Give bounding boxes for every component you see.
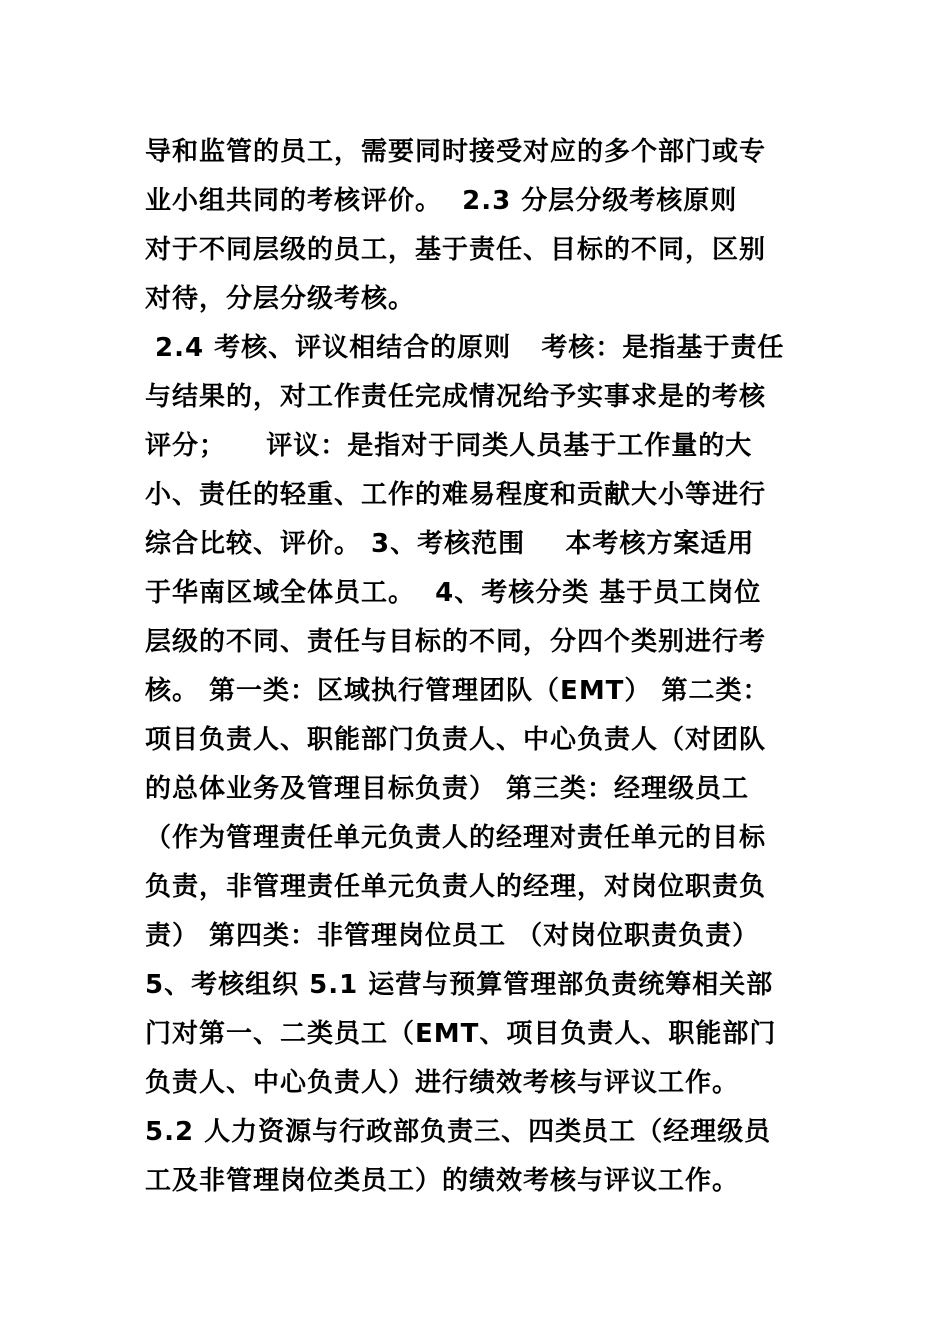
text-line-20: 负责人、中心负责人）进行绩效考核与评议工作。 [145,1068,740,1098]
text-line-16: 负责，非管理责任单元负责人的经理，对岗位职责负 [145,872,767,902]
text-line-22: 工及非管理岗位类员工）的绩效考核与评议工作。 [145,1166,740,1196]
text-line-2: 业小组共同的考核评价。 2.3 分层分级考核原则 [145,186,738,216]
text-line-7: 评分； 评议：是指对于同类人员基于工作量的大 [145,431,753,461]
text-line-1: 导和监管的员工，需要同时接受对应的多个部门或专 [145,137,767,167]
text-line-4: 对待，分层分级考核。 [145,284,416,314]
text-line-21: 5.2 人力资源与行政部负责三、四类员工（经理级员 [145,1117,772,1147]
text-line-13: 项目负责人、职能部门负责人、中心负责人（对团队 [145,725,767,755]
text-line-12: 核。 第一类：区域执行管理团队（EMT） 第二类： [145,676,770,706]
document-body-text [145,128,815,1206]
text-line-8: 小、责任的轻重、工作的难易程度和贡献大小等进行 [145,480,767,510]
text-line-19: 门对第一、二类员工（EMT、项目负责人、职能部门 [145,1019,777,1049]
text-line-17: 责） 第四类：非管理岗位员工 （对岗位职责负责） [145,921,760,951]
text-line-18: 5、考核组织 5.1 运营与预算管理部负责统筹相关部 [145,970,774,1000]
text-line-15: （作为管理责任单元负责人的经理对责任单元的目标 [145,823,767,853]
text-line-10: 于华南区域全体员工。 4、考核分类 基于员工岗位 [145,578,762,608]
text-line-11: 层级的不同、责任与目标的不同，分四个类别进行考 [145,627,767,657]
text-line-9: 综合比较、评价。 3、考核范围 本考核方案适用 [145,529,755,559]
text-line-6: 与结果的，对工作责任完成情况给予实事求是的考核 [145,382,767,412]
text-line-3: 对于不同层级的员工，基于责任、目标的不同，区别 [145,235,767,265]
text-line-14: 的总体业务及管理目标负责） 第三类：经理级员工 [145,774,750,804]
text-line-5: 2.4 考核、评议相结合的原则 考核：是指基于责任 [145,333,785,363]
